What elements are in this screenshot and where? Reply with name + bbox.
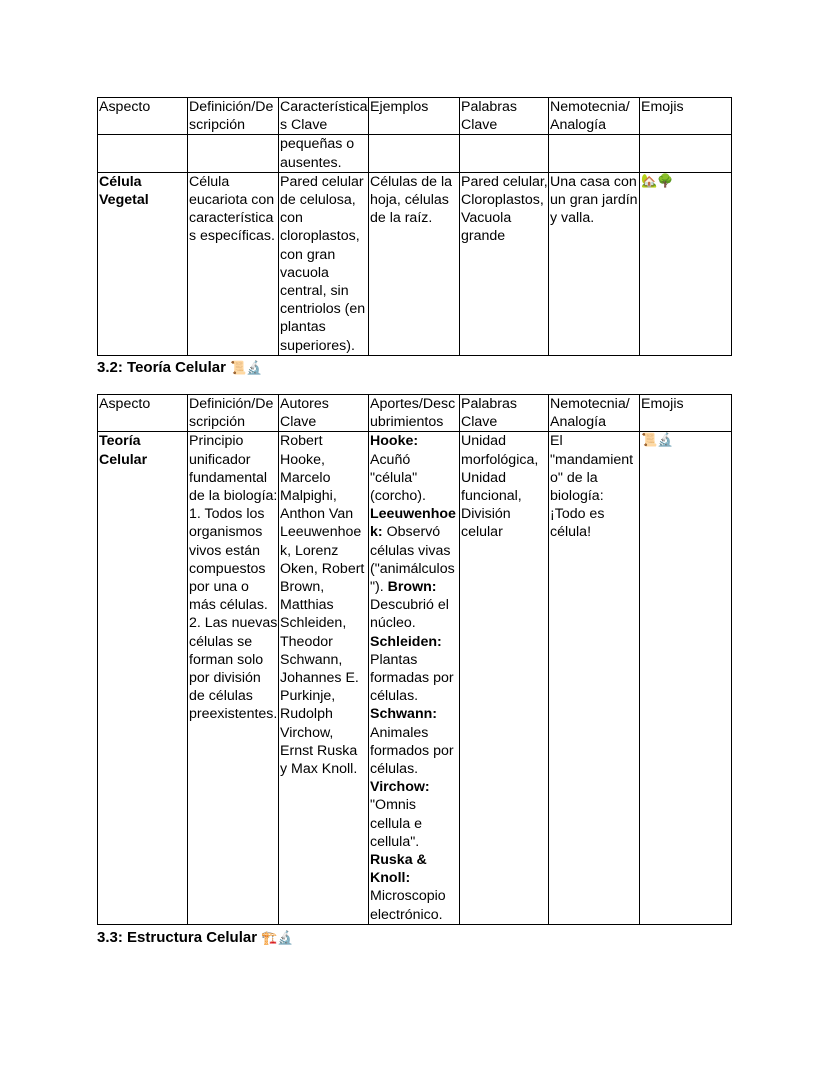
table-row: [98, 432, 732, 924]
header-cell: Palabras Clave: [460, 98, 549, 135]
contribution-name: Virchow:: [370, 779, 430, 796]
characteristics-cell: Pared celular de celulosa, con cloroplastos, con gran vacuola central, sin centriolos (en plantas superiores).: [279, 172, 369, 355]
aspect-cell: [98, 432, 188, 924]
mnemonic-cell: Una casa con un gran jardín y valla.: [549, 172, 640, 355]
contribution-name: Hooke:: [370, 433, 419, 450]
section-title: 3.3: Estructura Celular: [97, 929, 258, 946]
contribution-text: Descubrió el núcleo.: [370, 597, 449, 632]
header-cell: Características Clave: [280, 99, 368, 134]
mnemonic-cell: El "mandamiento" de la biología: ¡Todo es célula!: [549, 432, 640, 924]
aspect-label: Célula Vegetal: [99, 173, 149, 209]
scroll-microscope-emoji-icon: 📜🔬: [230, 361, 263, 376]
authors-cell: Robert Hooke, Marcelo Malpighi, Anthon Van Leeuwenhoek, Lorenz Oken, Robert Brown, Matthias Schleiden, Theodor Schwann, Johannes E. Purkinje, Rudolph Virchow, Ernst Ruska y Max Knoll.: [279, 432, 369, 924]
header-cell: Aportes/Descubrimientos: [369, 395, 460, 432]
aspect-label: Teoría Celular: [99, 433, 148, 468]
examples-cell: Células de la hoja, células de la raíz.: [369, 172, 460, 355]
table-header-row: [98, 395, 732, 432]
contribution-text: Observó células vivas ("animálculos").: [370, 524, 455, 596]
house-tree-emoji-icon: 🏡🌳: [641, 173, 674, 189]
contribution-name: Brown:: [387, 579, 437, 596]
table-cell-types: [97, 97, 732, 356]
contribution-name: Schwann:: [370, 706, 438, 723]
header-cell: Emojis: [640, 98, 732, 135]
definition-cell: Célula eucariota con características específicas.: [188, 172, 279, 355]
emojis-cell: [640, 432, 732, 924]
contribution-name: Schleiden:: [370, 633, 442, 650]
header-cell: Palabras Clave: [460, 395, 549, 432]
header-cell: Emojis: [640, 395, 732, 432]
table-row: [98, 135, 732, 172]
contribution-text: Animales formados por células.: [370, 724, 454, 778]
section-heading-3-3: [97, 928, 294, 948]
aspect-cell: [98, 172, 188, 355]
emojis-cell: [640, 172, 732, 355]
contribution-text: "Omnis cellula e cellula".: [370, 797, 423, 850]
keywords-cell: Pared celular, Cloroplastos, Vacuola grande: [460, 172, 549, 355]
contribution-text: Microscopio electrónico.: [370, 888, 446, 923]
contributions-list: [370, 432, 459, 923]
keywords-cell: Unidad morfológica, Unidad funcional, División celular: [460, 432, 549, 924]
definition-cell: Principio unificador fundamental de la biología: 1. Todos los organismos vivos están compuestos por una o más células. 2. Las nuevas células se forman solo por división de células preexistentes.: [188, 432, 279, 924]
section-title: 3.2: Teoría Celular: [97, 359, 226, 376]
header-cell: Aspecto: [98, 98, 188, 135]
contributions-cell: [369, 432, 460, 924]
table-cell: [98, 135, 188, 172]
header-cell: Nemotecnia/ Analogía: [549, 395, 640, 432]
table-row: [98, 172, 732, 355]
table-cell: [188, 135, 279, 172]
table-cell: [369, 135, 460, 172]
header-cell: Ejemplos: [369, 98, 460, 135]
construction-microscope-emoji-icon: 🏗️🔬: [261, 931, 294, 946]
header-cell: Aspecto: [98, 395, 188, 432]
table-cell: pequeñas o ausentes.: [279, 135, 369, 172]
table-cell: [640, 135, 732, 172]
scroll-microscope-emoji-icon: 📜🔬: [641, 433, 674, 449]
table-cell: [549, 135, 640, 172]
header-cell: Nemotecnia/ Analogía: [549, 98, 640, 135]
section-heading-3-2: [97, 358, 262, 378]
header-cell: Definición/Descripción: [188, 98, 279, 135]
header-cell: Autores Clave: [279, 395, 369, 432]
table-cell-theory: [97, 394, 732, 925]
table-header-row: [98, 98, 732, 135]
header-cell: Definición/Descripción: [188, 395, 279, 432]
contribution-text: Plantas formadas por células.: [370, 651, 454, 705]
contribution-name: Leeuwenhoek:: [370, 506, 456, 541]
contribution-name: Ruska & Knoll:: [370, 852, 427, 887]
contribution-text: Acuñó "célula" (corcho).: [370, 451, 426, 505]
table-cell: [460, 135, 549, 172]
